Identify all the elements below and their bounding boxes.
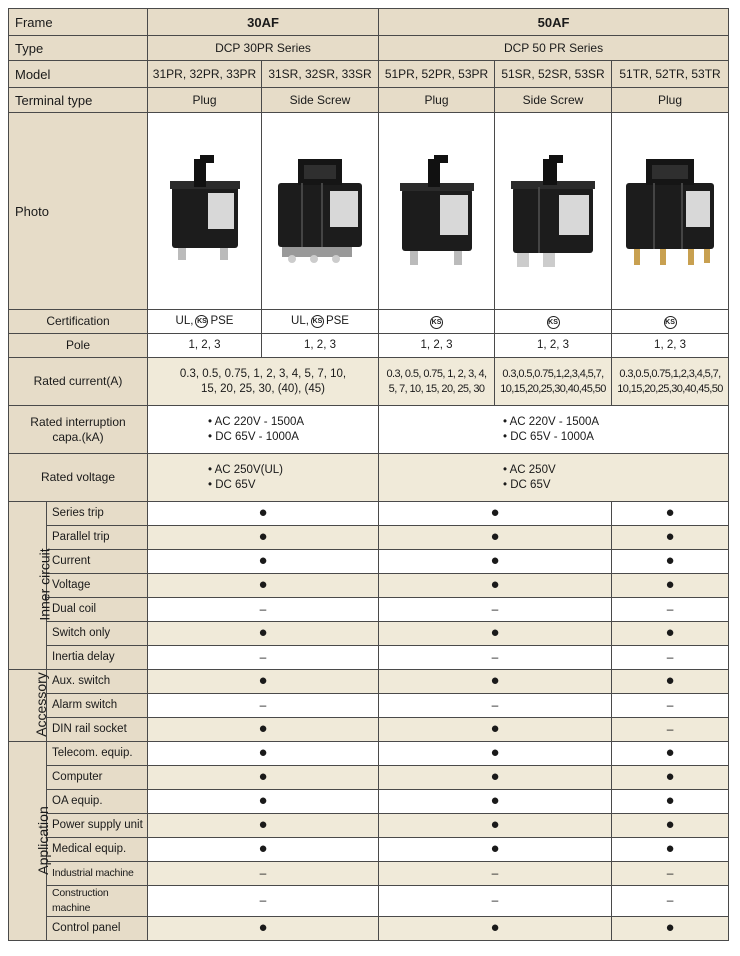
feature-value <box>612 526 729 550</box>
model-5: 51TR, 52TR, 53TR <box>612 61 729 88</box>
feature-row <box>9 862 729 886</box>
feature-row <box>9 742 729 766</box>
model-1: 31PR, 32PR, 33PR <box>148 61 262 88</box>
terminal-4: Side Screw <box>495 88 612 113</box>
photo-4 <box>495 113 612 310</box>
label-model: Model <box>9 61 148 88</box>
ks-mark-icon: KS <box>547 316 560 329</box>
current-50t-line2: 10,15,20,25,30,40,45,50 <box>617 382 723 395</box>
ks-mark-icon: KS <box>430 316 443 329</box>
filled-dot-mark: ● <box>258 576 268 593</box>
filled-dot-mark: ● <box>490 744 500 761</box>
dash-mark: – <box>491 601 499 616</box>
feature-name: Power supply unit <box>47 814 148 838</box>
filled-dot-mark: ● <box>665 624 675 641</box>
feature-value <box>379 622 612 646</box>
dash-mark: – <box>259 649 267 664</box>
ks-mark-icon: KS <box>311 315 324 328</box>
feature-value <box>612 742 729 766</box>
feature-row <box>9 766 729 790</box>
feature-value <box>379 550 612 574</box>
interruption-30af-dc: • DC 65V - 1000A <box>208 430 299 443</box>
type-30af: DCP 30PR Series <box>148 36 379 61</box>
current-30af-line2: 15, 20, 25, 30, (40), (45) <box>200 382 326 395</box>
dash-mark: – <box>259 601 267 616</box>
feature-name: Construction machine <box>47 886 148 917</box>
photo-2 <box>262 113 379 310</box>
feature-value <box>148 814 379 838</box>
label-voltage: Rated voltage <box>9 454 148 502</box>
filled-dot-mark: ● <box>490 504 500 521</box>
pole-3: 1, 2, 3 <box>379 334 495 358</box>
row-type <box>9 36 729 61</box>
feature-name: Computer <box>47 766 148 790</box>
feature-value <box>612 646 729 670</box>
cert-1-content <box>176 314 234 329</box>
model-2: 31SR, 32SR, 33SR <box>262 61 379 88</box>
feature-value <box>379 838 612 862</box>
filled-dot-mark: ● <box>258 624 268 641</box>
feature-value <box>148 862 379 886</box>
filled-dot-mark: ● <box>490 552 500 569</box>
filled-dot-mark: ● <box>490 768 500 785</box>
cert-pse-text: PSE <box>325 315 349 327</box>
feature-value <box>612 694 729 718</box>
frame-30af: 30AF <box>148 9 379 36</box>
breaker-photo-1 <box>148 151 261 271</box>
label-terminal: Terminal type <box>9 88 148 113</box>
feature-row <box>9 646 729 670</box>
feature-value <box>379 814 612 838</box>
feature-row <box>9 886 729 917</box>
feature-row <box>9 838 729 862</box>
interruption-30af <box>148 406 379 454</box>
label-certification: Certification <box>9 310 148 334</box>
dash-mark: – <box>666 893 674 907</box>
current-50p-line2: 5, 7, 10, 15, 20, 25, 30 <box>388 382 485 395</box>
filled-dot-mark: ● <box>258 672 268 689</box>
feature-value <box>148 622 379 646</box>
feature-row <box>9 694 729 718</box>
ks-mark-icon: KS <box>195 315 208 328</box>
feature-rows <box>9 502 729 941</box>
feature-value <box>379 917 612 941</box>
group-accessory <box>9 670 47 742</box>
feature-row <box>9 718 729 742</box>
feature-name: Switch only <box>47 622 148 646</box>
feature-value <box>612 502 729 526</box>
filled-dot-mark: ● <box>665 816 675 833</box>
row-frame <box>9 9 729 36</box>
feature-value <box>612 862 729 886</box>
feature-name: Series trip <box>47 502 148 526</box>
current-50af-plug <box>379 358 495 406</box>
feature-value <box>148 574 379 598</box>
feature-value <box>379 670 612 694</box>
feature-value <box>612 917 729 941</box>
terminal-1: Plug <box>148 88 262 113</box>
breaker-side-screw-50af-image <box>503 151 603 271</box>
feature-row <box>9 502 729 526</box>
feature-value <box>148 838 379 862</box>
feature-value <box>148 917 379 941</box>
feature-name: Control panel <box>47 917 148 941</box>
filled-dot-mark: ● <box>665 672 675 689</box>
current-30af <box>148 358 379 406</box>
feature-value <box>379 742 612 766</box>
feature-value <box>612 574 729 598</box>
feature-row <box>9 526 729 550</box>
row-voltage <box>9 454 729 502</box>
feature-name: Medical equip. <box>47 838 148 862</box>
feature-row <box>9 814 729 838</box>
feature-name: OA equip. <box>47 790 148 814</box>
photo-1 <box>148 113 262 310</box>
breaker-photo-3 <box>379 151 494 271</box>
voltage-30af <box>148 454 379 502</box>
feature-name: DIN rail socket <box>47 718 148 742</box>
voltage-50af-ac: • AC 250V <box>503 463 556 476</box>
feature-name: Alarm switch <box>47 694 148 718</box>
filled-dot-mark: ● <box>258 528 268 545</box>
filled-dot-mark: ● <box>258 768 268 785</box>
feature-row <box>9 670 729 694</box>
group-label-application: Application <box>34 805 51 875</box>
feature-name: Voltage <box>47 574 148 598</box>
filled-dot-mark: ● <box>665 744 675 761</box>
feature-value <box>148 718 379 742</box>
dash-mark: – <box>491 697 499 712</box>
row-pole <box>9 334 729 358</box>
filled-dot-mark: ● <box>490 720 500 737</box>
row-model <box>9 61 729 88</box>
filled-dot-mark: ● <box>258 840 268 857</box>
label-photo: Photo <box>9 113 148 310</box>
interruption-50af-ac: • AC 220V - 1500A <box>503 415 600 428</box>
feature-value <box>148 526 379 550</box>
feature-value <box>148 670 379 694</box>
feature-value <box>612 838 729 862</box>
filled-dot-mark: ● <box>665 792 675 809</box>
filled-dot-mark: ● <box>665 919 675 936</box>
feature-name: Dual coil <box>47 598 148 622</box>
model-3: 51PR, 52PR, 53PR <box>379 61 495 88</box>
feature-value <box>379 886 612 917</box>
feature-row <box>9 550 729 574</box>
label-pole: Pole <box>9 334 148 358</box>
feature-value <box>379 718 612 742</box>
feature-name: Industrial machine <box>47 862 148 886</box>
label-interruption-1: Rated interruption <box>30 414 126 429</box>
interruption-50af-dc: • DC 65V - 1000A <box>503 430 594 443</box>
filled-dot-mark: ● <box>490 624 500 641</box>
filled-dot-mark: ● <box>258 552 268 569</box>
current-50af-tab <box>612 358 729 406</box>
feature-value <box>379 502 612 526</box>
breaker-plug-1pole-image <box>160 151 250 271</box>
voltage-50af-dc: • DC 65V <box>503 478 551 491</box>
model-4: 51SR, 52SR, 53SR <box>495 61 612 88</box>
feature-row <box>9 917 729 941</box>
feature-value <box>612 550 729 574</box>
feature-row <box>9 574 729 598</box>
feature-value <box>148 550 379 574</box>
cert-pse-text: PSE <box>210 315 234 327</box>
filled-dot-mark: ● <box>665 552 675 569</box>
dash-mark: – <box>491 649 499 664</box>
filled-dot-mark: ● <box>665 840 675 857</box>
terminal-3: Plug <box>379 88 495 113</box>
cert-ul-text: UL, <box>291 315 309 327</box>
breaker-photo-2 <box>262 151 378 271</box>
feature-value <box>379 598 612 622</box>
row-terminal <box>9 88 729 113</box>
feature-value <box>379 790 612 814</box>
feature-value <box>379 694 612 718</box>
feature-value <box>148 598 379 622</box>
label-interruption-2: capa.(kA) <box>52 429 104 444</box>
filled-dot-mark: ● <box>258 504 268 521</box>
frame-50af: 50AF <box>379 9 729 36</box>
feature-value <box>612 622 729 646</box>
current-50s-line1: 0.3,0.5,0.75,1,2,3,4,5,7, <box>502 367 604 380</box>
current-50t-line1: 0.3,0.5,0.75,1,2,3,4,5,7, <box>619 367 721 380</box>
breaker-plug-50af-image <box>392 151 482 271</box>
filled-dot-mark: ● <box>490 919 500 936</box>
voltage-30af-dc: • DC 65V <box>208 478 256 491</box>
pole-1: 1, 2, 3 <box>148 334 262 358</box>
feature-value <box>379 646 612 670</box>
feature-value <box>148 766 379 790</box>
feature-row <box>9 598 729 622</box>
feature-row <box>9 622 729 646</box>
filled-dot-mark: ● <box>258 720 268 737</box>
feature-value <box>148 694 379 718</box>
feature-name: Current <box>47 550 148 574</box>
cert-2 <box>262 310 379 334</box>
pole-5: 1, 2, 3 <box>612 334 729 358</box>
feature-value <box>148 742 379 766</box>
cert-1 <box>148 310 262 334</box>
feature-value <box>379 574 612 598</box>
dash-mark: – <box>666 649 674 664</box>
row-interruption <box>9 406 729 454</box>
filled-dot-mark: ● <box>258 744 268 761</box>
current-50s-line2: 10,15,20,25,30,40,45,50 <box>500 382 606 395</box>
interruption-50af <box>379 406 729 454</box>
current-30af-line1: 0.3, 0.5, 0.75, 1, 2, 3, 4, 5, 7, 10, <box>179 367 347 380</box>
type-50af: DCP 50 PR Series <box>379 36 729 61</box>
group-inner <box>9 502 53 670</box>
feature-value <box>148 790 379 814</box>
filled-dot-mark: ● <box>490 672 500 689</box>
feature-value <box>612 718 729 742</box>
feature-value <box>612 766 729 790</box>
feature-value <box>612 814 729 838</box>
cert-3 <box>379 310 495 334</box>
filled-dot-mark: ● <box>258 816 268 833</box>
group-application <box>9 742 51 941</box>
dash-mark: – <box>666 601 674 616</box>
spec-table <box>8 8 729 941</box>
filled-dot-mark: ● <box>490 576 500 593</box>
pole-2: 1, 2, 3 <box>262 334 379 358</box>
dash-mark: – <box>666 865 674 880</box>
current-50af-side <box>495 358 612 406</box>
dash-mark: – <box>491 893 499 907</box>
feature-value <box>379 766 612 790</box>
feature-name: Telecom. equip. <box>47 742 148 766</box>
filled-dot-mark: ● <box>490 528 500 545</box>
filled-dot-mark: ● <box>490 840 500 857</box>
voltage-50af <box>379 454 729 502</box>
breaker-photo-4 <box>495 151 611 271</box>
feature-value <box>379 862 612 886</box>
feature-value <box>612 598 729 622</box>
feature-value <box>148 886 379 917</box>
row-certification <box>9 310 729 334</box>
feature-value <box>612 886 729 917</box>
label-interruption <box>9 406 148 454</box>
group-label-accessory: Accessory <box>32 672 49 737</box>
filled-dot-mark: ● <box>258 792 268 809</box>
feature-value <box>148 502 379 526</box>
dash-mark: – <box>259 697 267 712</box>
voltage-30af-ac: • AC 250V(UL) <box>208 463 283 476</box>
pole-4: 1, 2, 3 <box>495 334 612 358</box>
dash-mark: – <box>491 865 499 880</box>
filled-dot-mark: ● <box>258 919 268 936</box>
dash-mark: – <box>259 893 267 907</box>
label-frame: Frame <box>9 9 148 36</box>
breaker-photo-5 <box>612 151 728 271</box>
label-rated-current: Rated current(A) <box>9 358 148 406</box>
spec-table-container <box>8 8 728 944</box>
dash-mark: – <box>666 721 674 736</box>
feature-name: Inertia delay <box>47 646 148 670</box>
dash-mark: – <box>666 697 674 712</box>
group-label-inner: Inner circuit <box>36 548 53 621</box>
cert-4 <box>495 310 612 334</box>
filled-dot-mark: ● <box>490 816 500 833</box>
filled-dot-mark: ● <box>665 576 675 593</box>
current-50p-line1: 0.3, 0.5, 0.75, 1, 2, 3, 4, <box>386 367 487 380</box>
feature-name: Aux. switch <box>47 670 148 694</box>
row-photo <box>9 113 729 310</box>
photo-5 <box>612 113 729 310</box>
interruption-30af-ac: • AC 220V - 1500A <box>208 415 305 428</box>
row-rated-current <box>9 358 729 406</box>
feature-value <box>612 790 729 814</box>
dash-mark: – <box>259 865 267 880</box>
cert-5 <box>612 310 729 334</box>
filled-dot-mark: ● <box>665 768 675 785</box>
feature-value <box>612 670 729 694</box>
feature-name: Parallel trip <box>47 526 148 550</box>
cert-ul-text: UL, <box>175 315 194 327</box>
photo-3 <box>379 113 495 310</box>
terminal-5: Plug <box>612 88 729 113</box>
filled-dot-mark: ● <box>490 792 500 809</box>
terminal-2: Side Screw <box>262 88 379 113</box>
breaker-plug-tab-50af-image <box>618 151 722 271</box>
feature-value <box>379 526 612 550</box>
cert-2-content <box>291 314 349 329</box>
label-type: Type <box>9 36 148 61</box>
breaker-side-screw-3pole-image <box>268 151 372 271</box>
filled-dot-mark: ● <box>665 528 675 545</box>
filled-dot-mark: ● <box>665 504 675 521</box>
feature-row <box>9 790 729 814</box>
feature-value <box>148 646 379 670</box>
ks-mark-icon: KS <box>664 316 677 329</box>
